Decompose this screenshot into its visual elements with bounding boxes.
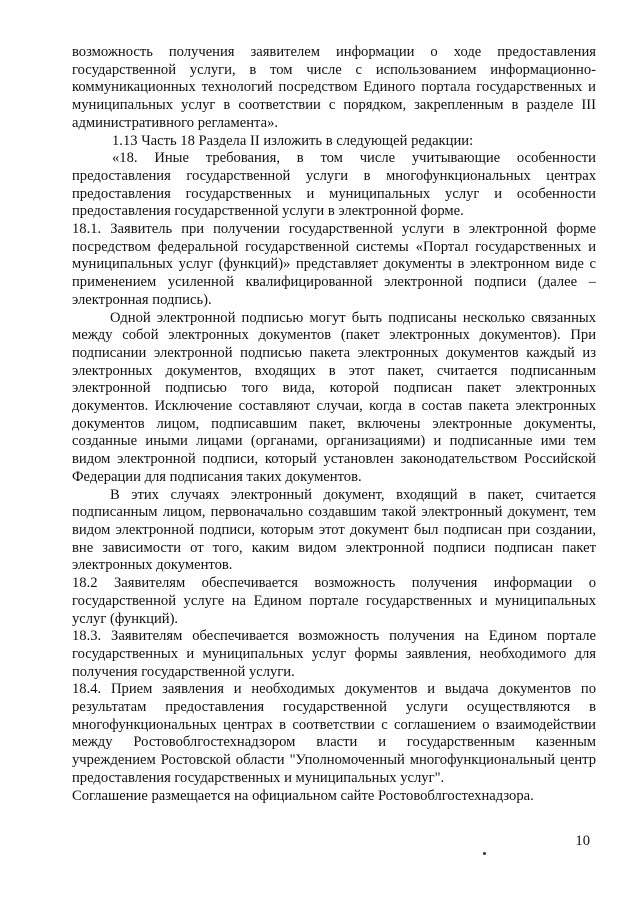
paragraph-7: 18.2 Заявителям обеспечивается возможность получения информации о государственной услуге на Едином портале государственных и муниципальных услуг (функций).	[72, 575, 596, 627]
paragraph-3: «18. Иные требования, в том числе учитывающие особенности предоставления государственной услуги в многофункциональных центрах предоставления государственных и муниципальных услуг и особенности предоставления государственной услуги в электронной форме.	[72, 150, 596, 220]
scan-speck	[483, 852, 486, 855]
paragraph-4: 18.1. Заявитель при получении государственной услуги в электронной форме посредством федеральной государственной системы «Портал государственных и муниципальных услуг (функций)» представляет документы в электронном виде с применением усиленной квалифицированной электронной подписи (далее – электронная подпись).	[72, 221, 596, 308]
document-body	[72, 44, 596, 805]
paragraph-1: возможность получения заявителем информации о ходе предоставления государственной услуги, в том числе с использованием информационно-коммуникационных технологий посредством Единого портала государственных и муниципальных услуг в соответствии с порядком, закрепленным в разделе III административного регламента».	[72, 44, 596, 131]
paragraph-10: Соглашение размещается на официальном сайте Ростовоблгостехнадзора.	[72, 787, 534, 804]
paragraph-8: 18.3. Заявителям обеспечивается возможность получения на Едином портале государственных и муниципальных услуг формы заявления, необходимого для получения государственной услуги.	[72, 628, 596, 680]
paragraph-5: Одной электронной подписью могут быть подписаны несколько связанных между собой электронных документов (пакет электронных документов). При подписании электронной подписью пакета электронных документов каждый из электронных документов, входящих в этот пакет, считается подписанным электронной подписью того вида, которой подписан пакет электронных документов. Исключение составляют случаи, когда в состав пакета электронных документов лицом, подписавшим пакет, включены электронные документы, созданные иными лицами (органами, организациями) и подписанные ими тем видом электронной подписи, который установлен законодательством Российской Федерации для подписания таких документов.	[72, 309, 596, 485]
paragraph-2: 1.13 Часть 18 Раздела II изложить в следующей редакции:	[112, 132, 474, 149]
paragraph-6: В этих случаях электронный документ, входящий в пакет, считается подписанным лицом, первоначально создавшим такой электронный документ, тем видом электронной подписи, которым этот документ был подписан при создании, вне зависимости от того, каким видом электронной подписи подписан пакет электронных документов.	[72, 486, 596, 574]
paragraph-9: 18.4. Прием заявления и необходимых документов и выдача документов по результатам предоставления государственной услуги осуществляются в многофункциональных центрах в соответствии с соглашением о взаимодействии между Ростовоблгостехнадзором власти и государственным казенным учреждением Ростовской области "Уполномоченный многофункциональный центр предоставления государственных и муниципальных услуг".	[72, 681, 596, 786]
page-number: 10	[575, 833, 590, 849]
